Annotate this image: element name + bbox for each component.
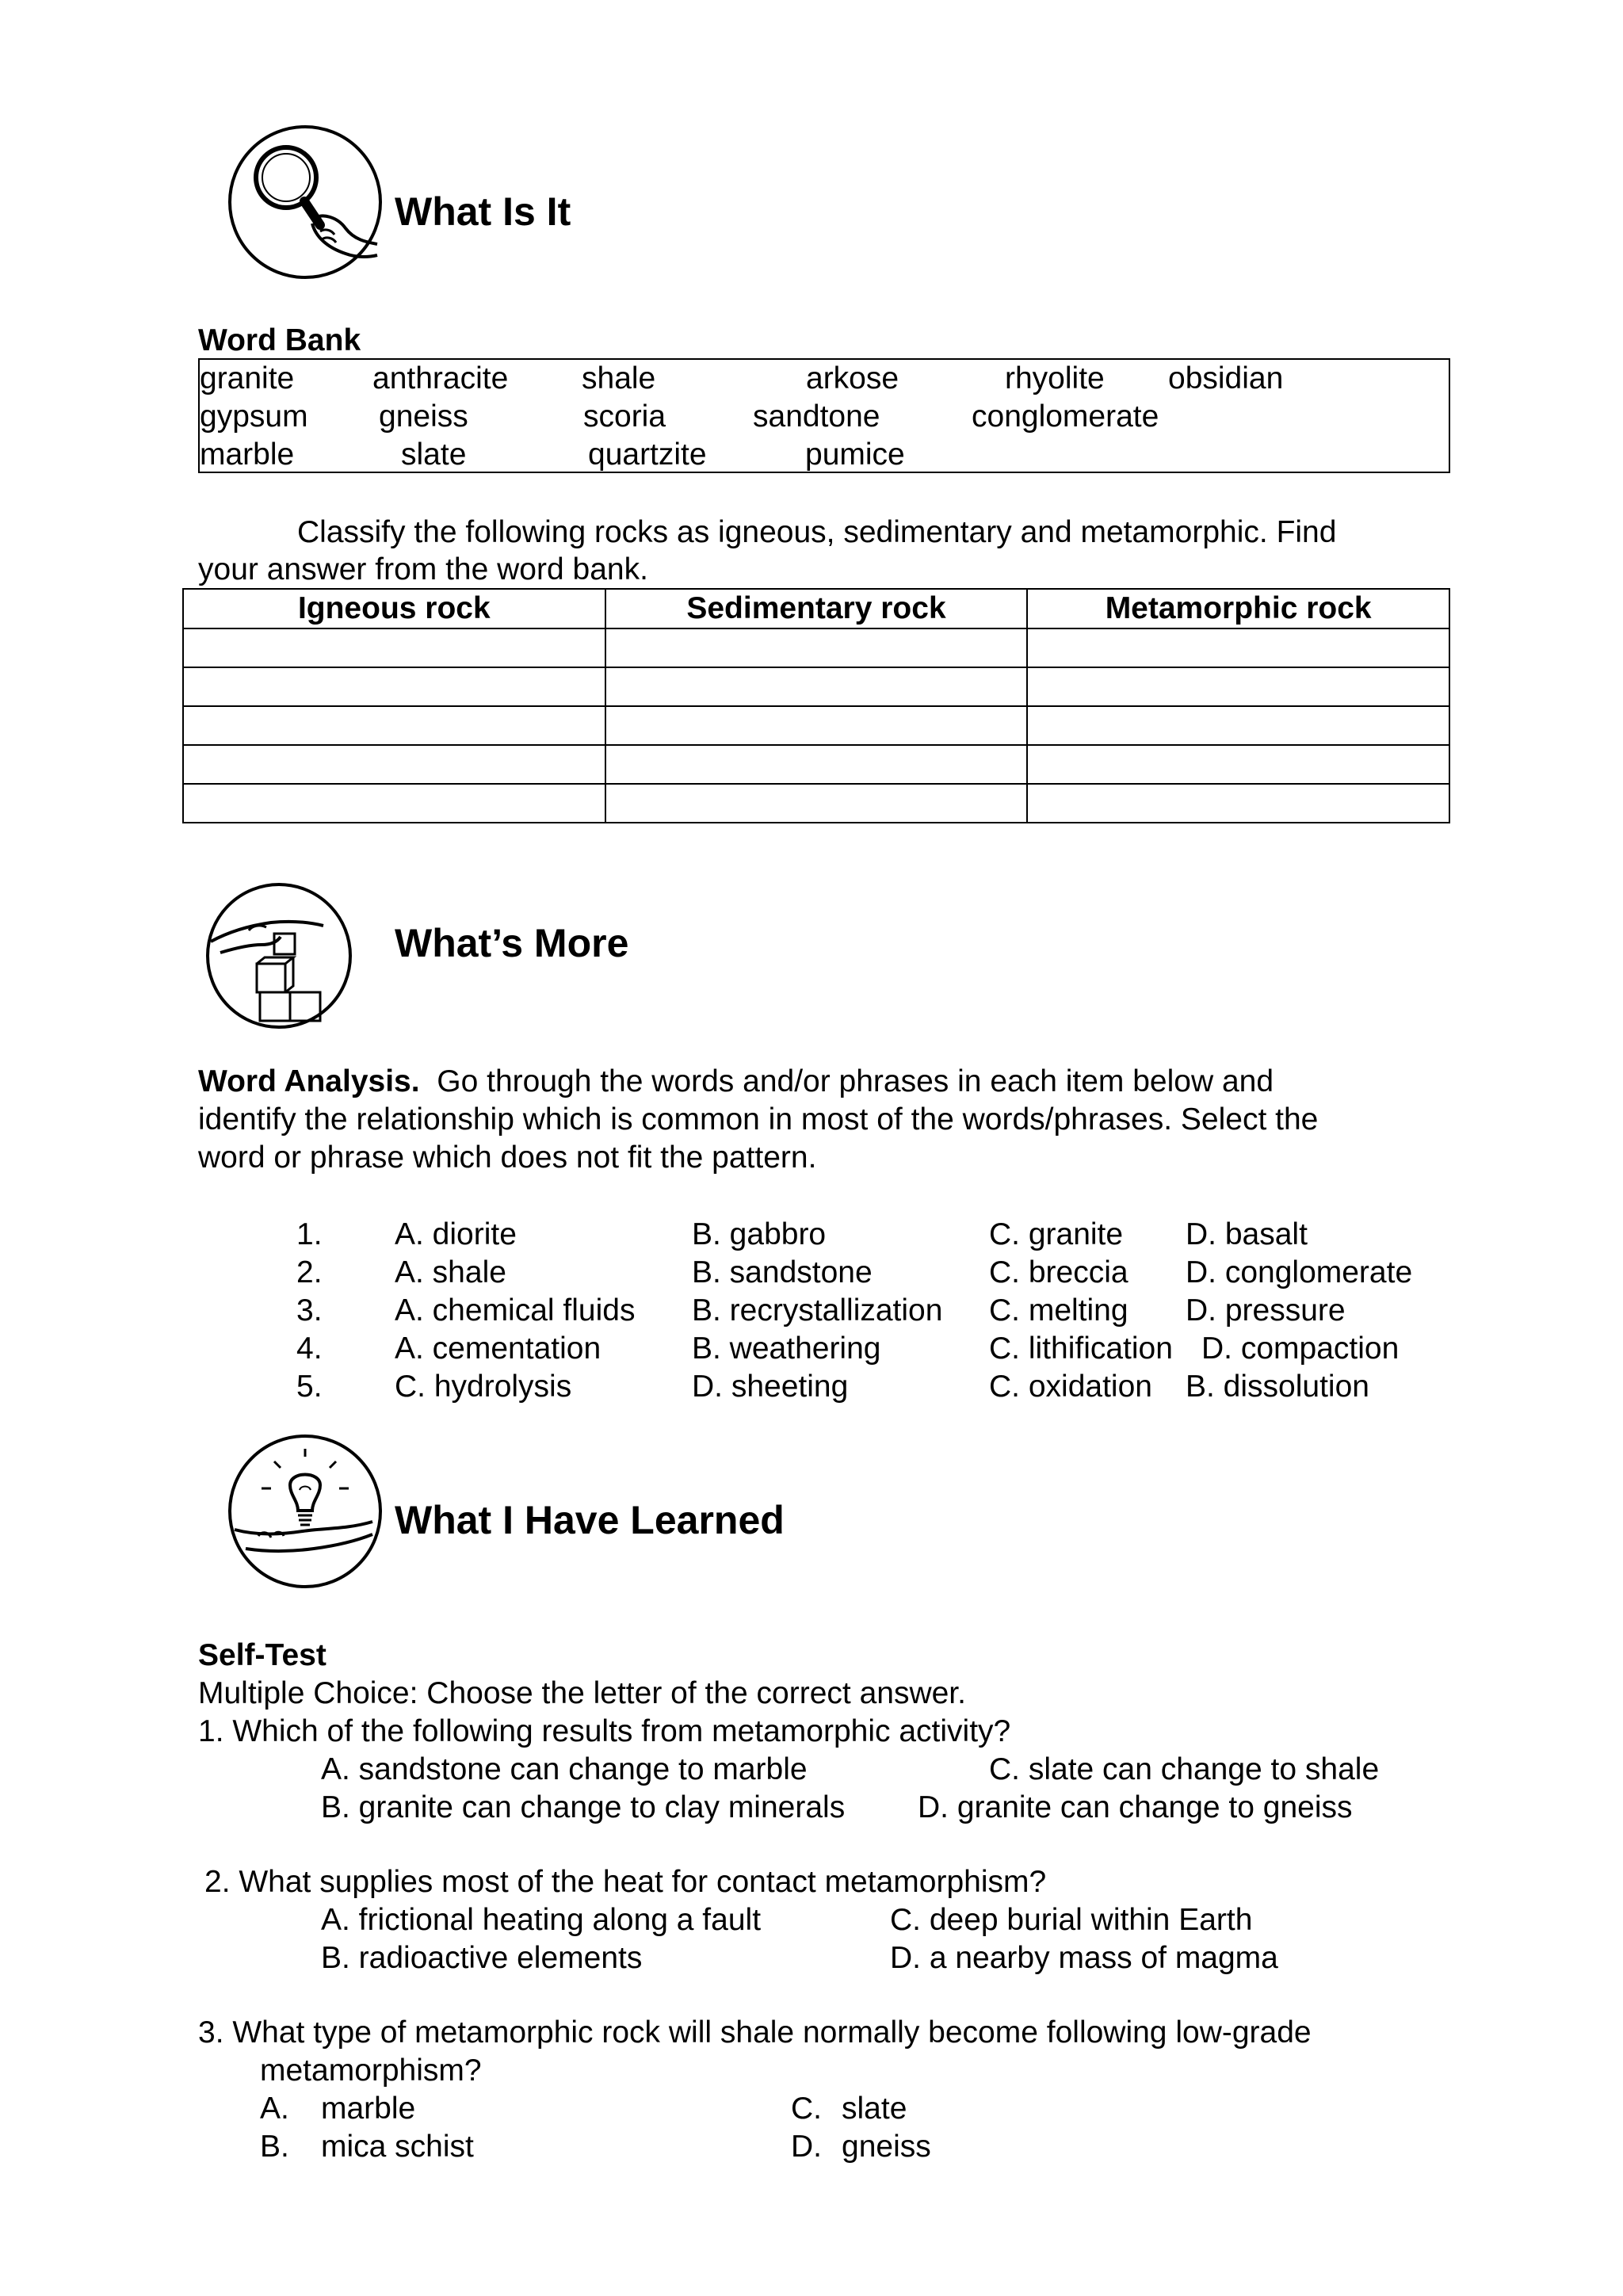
word-bank-box xyxy=(198,358,1450,473)
item-option: D. sheeting xyxy=(692,1370,849,1404)
word-analysis-text: Go through the words and/or phrases in each item below and xyxy=(437,1064,1274,1098)
item-option: D. basalt xyxy=(1186,1217,1308,1251)
item-option: D. compaction xyxy=(1201,1331,1400,1366)
q2-choice-b: B. radioactive elements xyxy=(321,1941,643,1975)
word-bank-word: gneiss xyxy=(379,399,468,434)
q1-choice-b: B. granite can change to clay minerals xyxy=(321,1790,846,1824)
q2-choice-a: A. frictional heating along a fault xyxy=(321,1903,762,1937)
word-bank-word: sandtone xyxy=(753,399,880,434)
answer-cell[interactable] xyxy=(1027,745,1449,784)
word-analysis-line1 xyxy=(198,1063,1274,1101)
word-bank-word: arkose xyxy=(806,361,899,395)
item-option: C. granite xyxy=(989,1217,1124,1251)
item-option: B. dissolution xyxy=(1186,1370,1369,1404)
table-row xyxy=(183,784,1449,823)
word-bank-word: pumice xyxy=(805,437,905,472)
q2-choice-c: C. deep burial within Earth xyxy=(890,1903,1253,1937)
q3-choice-d-text: gneiss xyxy=(842,2130,931,2164)
q1-choice-d: D. granite can change to gneiss xyxy=(918,1790,1353,1824)
q3-choice-a-letter: A. xyxy=(260,2092,289,2126)
table-row xyxy=(183,706,1449,745)
item-option: B. sandstone xyxy=(692,1255,873,1289)
q3-choice-c-text: slate xyxy=(842,2092,907,2126)
word-bank-word: anthracite xyxy=(372,361,509,395)
question-2: 2. What supplies most of the heat for contact metamorphism? xyxy=(204,1865,1047,1899)
answer-cell[interactable] xyxy=(1027,784,1449,823)
item-option: C. hydrolysis xyxy=(395,1370,572,1404)
magnifying-glass-hand-icon xyxy=(227,124,384,281)
answer-cell[interactable] xyxy=(183,628,605,667)
word-bank-word: conglomerate xyxy=(972,399,1159,434)
answer-cell[interactable] xyxy=(1027,706,1449,745)
q3-choice-a-text: marble xyxy=(321,2092,416,2126)
classify-instruction-line1: Classify the following rocks as igneous, sedimentary and metamorphic. Find xyxy=(297,515,1337,549)
table-row xyxy=(183,745,1449,784)
word-bank-word: obsidian xyxy=(1168,361,1284,395)
item-option: C. lithification xyxy=(989,1331,1173,1366)
q1-choice-a: A. sandstone can change to marble xyxy=(321,1752,808,1786)
header-metamorphic-rock: Metamorphic rock xyxy=(1027,589,1449,628)
header-igneous-rock: Igneous rock xyxy=(183,589,605,628)
item-number: 1. xyxy=(296,1217,323,1251)
item-option: C. breccia xyxy=(989,1255,1128,1289)
word-bank-word: shale xyxy=(582,361,656,395)
q1-choice-c: C. slate can change to shale xyxy=(989,1752,1380,1786)
q3-choice-b-letter: B. xyxy=(260,2130,289,2164)
section-title-what-is-it: What Is It xyxy=(395,189,571,234)
item-option: D. conglomerate xyxy=(1186,1255,1413,1289)
answer-cell[interactable] xyxy=(183,745,605,784)
word-analysis-label: Word Analysis. xyxy=(198,1064,420,1098)
answer-cell[interactable] xyxy=(183,667,605,706)
word-analysis-line3: word or phrase which does not fit the pattern. xyxy=(198,1140,817,1175)
item-option: A. cementation xyxy=(395,1331,601,1366)
question-1: 1. Which of the following results from metamorphic activity? xyxy=(198,1714,1011,1748)
answer-cell[interactable] xyxy=(183,706,605,745)
header-sedimentary-rock: Sedimentary rock xyxy=(605,589,1028,628)
item-option: D. pressure xyxy=(1186,1293,1346,1328)
word-analysis-line2: identify the relationship which is common in most of the words/phrases. Select the xyxy=(198,1102,1319,1137)
item-option: C. melting xyxy=(989,1293,1128,1328)
section-title-whats-more: What’s More xyxy=(395,921,629,965)
table-header-row xyxy=(183,589,1449,628)
table-row xyxy=(183,667,1449,706)
item-option: A. chemical fluids xyxy=(395,1293,636,1328)
word-bank-word: slate xyxy=(401,437,467,472)
q3-choice-d-letter: D. xyxy=(791,2130,822,2164)
answer-cell[interactable] xyxy=(605,784,1028,823)
item-option: B. gabbro xyxy=(692,1217,827,1251)
item-number: 3. xyxy=(296,1293,323,1328)
word-bank-word: gypsum xyxy=(200,399,308,434)
word-bank-word: granite xyxy=(200,361,295,395)
answer-cell[interactable] xyxy=(605,745,1028,784)
question-3-line2: metamorphism? xyxy=(260,2053,482,2088)
hand-stacking-blocks-icon xyxy=(204,881,353,1030)
item-option: B. recrystallization xyxy=(692,1293,943,1328)
answer-cell[interactable] xyxy=(605,667,1028,706)
answer-cell[interactable] xyxy=(605,706,1028,745)
q3-choice-b-text: mica schist xyxy=(321,2130,474,2164)
word-bank-label: Word Bank xyxy=(198,323,361,357)
q3-choice-c-letter: C. xyxy=(791,2092,822,2126)
answer-cell[interactable] xyxy=(183,784,605,823)
item-number: 4. xyxy=(296,1331,323,1366)
answer-cell[interactable] xyxy=(1027,628,1449,667)
section-title-what-i-have-learned: What I Have Learned xyxy=(395,1498,785,1542)
item-number: 5. xyxy=(296,1370,323,1404)
item-option: C. oxidation xyxy=(989,1370,1152,1404)
item-number: 2. xyxy=(296,1255,323,1289)
classify-instruction-line2: your answer from the word bank. xyxy=(198,552,648,586)
item-option: A. shale xyxy=(395,1255,506,1289)
answer-cell[interactable] xyxy=(1027,667,1449,706)
classification-table xyxy=(182,588,1450,823)
word-bank-word: scoria xyxy=(583,399,666,434)
q2-choice-d: D. a nearby mass of magma xyxy=(890,1941,1278,1975)
lightbulb-hand-icon xyxy=(227,1433,384,1590)
word-bank-word: rhyolite xyxy=(1005,361,1105,395)
answer-cell[interactable] xyxy=(605,628,1028,667)
item-option: B. weathering xyxy=(692,1331,881,1366)
table-row xyxy=(183,628,1449,667)
word-bank-word: marble xyxy=(200,437,295,472)
item-option: A. diorite xyxy=(395,1217,517,1251)
self-test-label: Self-Test xyxy=(198,1638,327,1672)
self-test-instruction: Multiple Choice: Choose the letter of the correct answer. xyxy=(198,1676,966,1710)
word-bank-word: quartzite xyxy=(588,437,707,472)
question-3-line1: 3. What type of metamorphic rock will shale normally become following low-grade xyxy=(198,2015,1312,2050)
